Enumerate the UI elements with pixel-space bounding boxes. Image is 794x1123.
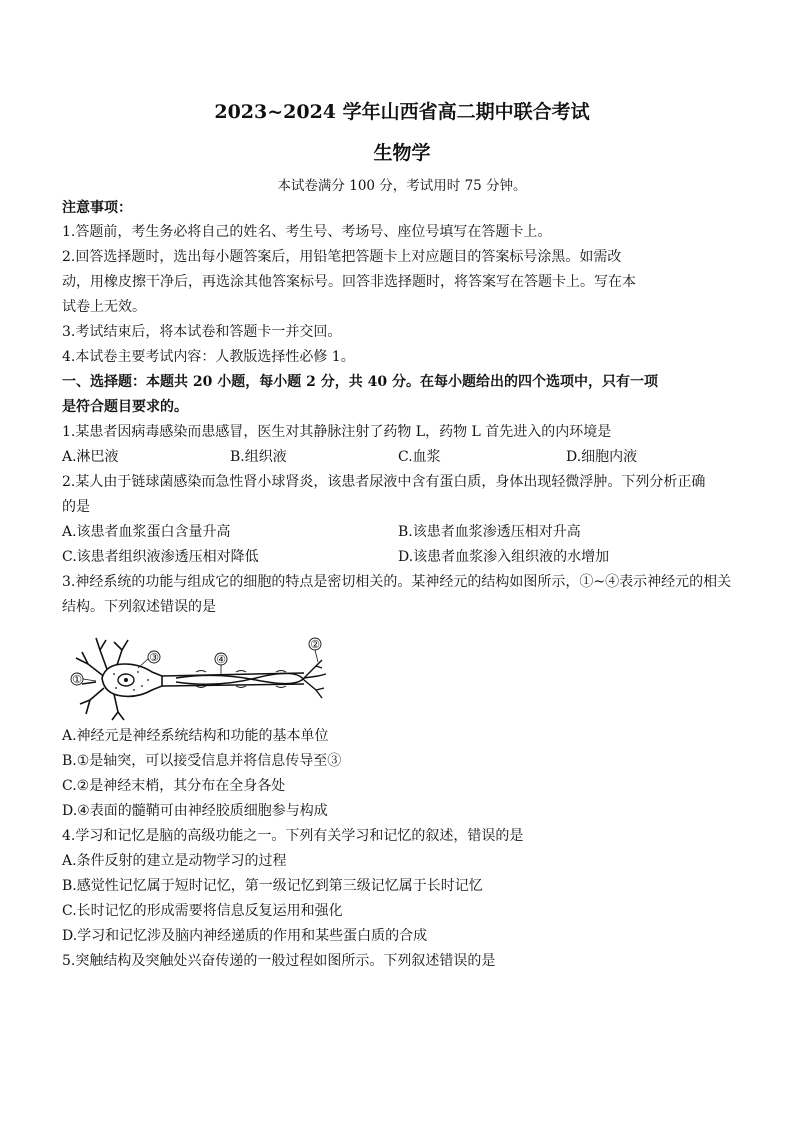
notice-item: 2.回答选择题时，选出每小题答案后，用铅笔把答题卡上对应题目的答案标号涂黑。如需改 [62,249,622,265]
question-3-stem-cont: 结构。下列叙述错误的是 [62,599,216,615]
question-3-stem: 3.神经系统的功能与组成它的细胞的特点是密切相关的。某神经元的结构如图所示，①~④表示神经元的相关 [62,574,732,590]
nerve-endings [304,660,326,698]
notice-heading: 注意事项： [62,200,132,216]
q1-option-b: B.组织液 [230,449,287,465]
q4-option-c: C.长时记忆的形成需要将信息反复运用和强化 [62,903,343,919]
neuron-diagram [66,628,336,723]
q4-option-a: A.条件反射的建立是动物学习的过程 [62,853,287,869]
question-5-stem: 5.突触结构及突触处兴奋传递的一般过程如图所示。下列叙述错误的是 [62,953,496,969]
figure-label-2: ② [310,638,320,651]
notice-item: 4.本试卷主要考试内容：人教版选择性必修 1。 [62,349,355,365]
q1-option-d: D.细胞内液 [566,449,638,465]
figure-label-4: ④ [216,653,226,666]
q4-option-b: B.感觉性记忆属于短时记忆，第一级记忆到第三级记忆属于长时记忆 [62,878,483,894]
q2-option-c: C.该患者组织液渗透压相对降低 [62,549,259,565]
notice-item: 3.考试结束后，将本试卷和答题卡一并交回。 [62,324,342,340]
q1-option-c: C.血浆 [398,449,441,465]
figure-label-1: ① [72,673,82,686]
axon [162,673,304,686]
question-2-stem: 2.某人由于链球菌感染而急性肾小球肾炎，该患者尿液中含有蛋白质，身体出现轻微浮肿。下列分析正确 [62,474,706,490]
q2-option-d: D.该患者血浆渗入组织液的水增加 [398,549,610,565]
question-2-stem-cont: 的是 [62,499,90,515]
figure-label-3: ③ [149,651,159,664]
q3-option-d: D.④表面的髓鞘可由神经胶质细胞参与构成 [62,803,328,819]
question-4-stem: 4.学习和记忆是脑的高级功能之一。下列有关学习和记忆的叙述，错误的是 [62,828,524,844]
q1-option-a: A.淋巴液 [62,449,119,465]
subject-title: 生物学 [373,142,431,164]
q3-option-a: A.神经元是神经系统结构和功能的基本单位 [62,728,329,744]
q2-option-a: A.该患者血浆蛋白含量升高 [62,524,231,540]
notice-item: 1.答题前，考生务必将自己的姓名、考生号、考场号、座位号填写在答题卡上。 [62,224,552,240]
q2-option-b: B.该患者血浆渗透压相对升高 [398,524,581,540]
section-heading-cont: 是符合题目要求的。 [62,399,188,415]
question-1-stem: 1.某患者因病毒感染而患感冒，医生对其静脉注射了药物 L，药物 L 首先进入的内环境是 [62,424,612,440]
exam-note: 本试卷满分 100 分，考试用时 75 分钟。 [277,178,527,194]
notice-item: 试卷上无效。 [62,299,146,315]
q3-option-b: B.①是轴突，可以接受信息并将信息传导至③ [62,753,342,769]
q4-option-d: D.学习和记忆涉及脑内神经递质的作用和某些蛋白质的合成 [62,928,428,944]
notice-item: 动，用橡皮擦干净后，再选涂其他答案标号。回答非选择题时，将答案写在答题卡上。写在本 [62,274,636,290]
section-heading: 一、选择题：本题共 20 小题，每小题 2 分，共 40 分。在每小题给出的四个选项中，只有一项 [62,374,658,390]
exam-title: 2023~2024 学年山西省高二期中联合考试 [214,101,590,123]
q3-option-c: C.②是神经末梢，其分布在全身各处 [62,778,286,794]
